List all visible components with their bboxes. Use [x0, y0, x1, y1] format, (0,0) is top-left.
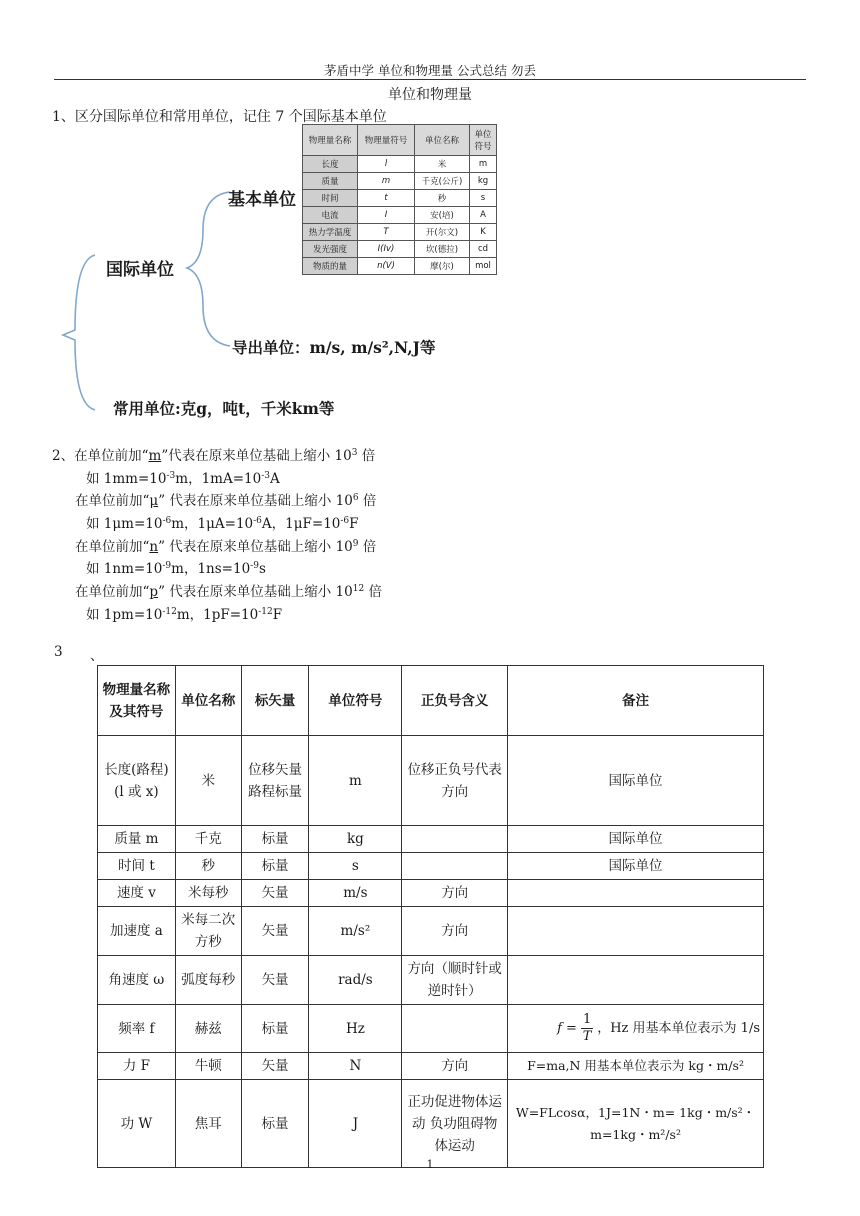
cell-kind: 标量 — [241, 1005, 309, 1053]
header-quantity: 物理量名称及其符号 — [98, 666, 176, 736]
cell-symbol: kg — [309, 826, 402, 853]
mindmap-derived: 导出单位：m/s, m/s²,N,J等 — [232, 338, 436, 357]
cell-sign: 正功促进物体运动 负功阻碍物体运动 — [402, 1080, 508, 1168]
cell-quantity: 质量 m — [98, 826, 176, 853]
base-header-cell: 物理量符号 — [358, 125, 415, 156]
header-scalar-vector: 标矢量 — [241, 666, 309, 736]
prefix-line-micro: 在单位前加“μ” 代表在原来单位基础上缩小 $10^6$ 倍 — [75, 493, 377, 509]
cell-symbol: m/s² — [309, 907, 402, 956]
cell-kind: 标量 — [241, 853, 309, 880]
table-row — [98, 853, 764, 880]
cell-unit-name: 米 — [175, 736, 241, 826]
fraction: $\frac{1}{T}$ — [582, 1012, 592, 1044]
cell-quantity: 频率 f — [98, 1005, 176, 1053]
cell-unit-name: 牛顿 — [175, 1053, 241, 1080]
mindmap-braces — [55, 180, 235, 420]
mindmap-root: 国际单位 — [106, 260, 174, 280]
page-number: 1 — [426, 1158, 434, 1171]
base-table-row: 时间 t 秒 s — [303, 190, 497, 207]
section3-number: 3 — [54, 644, 63, 660]
cell-unit-name: 焦耳 — [175, 1080, 241, 1168]
cell-sign: 方向（顺时针或逆时针） — [402, 956, 508, 1005]
cell-quantity: 加速度 a — [98, 907, 176, 956]
mindmap-basic: 基本单位 — [228, 190, 296, 210]
cell-quantity: 速度 v — [98, 880, 176, 907]
base-table-row: 长度 l 米 m — [303, 156, 497, 173]
cell-symbol: J — [309, 1080, 402, 1168]
cell-note: W=FLcosα，1J=1N・m= 1kg・m/s²・m=1kg・m²/s² — [508, 1080, 764, 1168]
header-remarks: 备注 — [508, 666, 764, 736]
cell-kind: 标量 — [241, 1080, 309, 1168]
cell-quantity: 角速度 ω — [98, 956, 176, 1005]
header-unit-symbol: 单位符号 — [309, 666, 402, 736]
section1-heading: 1、区分国际单位和常用单位，记住 7 个国际基本单位 — [52, 109, 387, 125]
section3-separator: 、 — [90, 648, 104, 664]
cell-unit-name: 米每二次方秒 — [175, 907, 241, 956]
cell-unit-name: 米每秒 — [175, 880, 241, 907]
cell-sign: 方向 — [402, 907, 508, 956]
cell-kind: 标量 — [241, 826, 309, 853]
physical-quantities-table — [97, 665, 764, 1168]
base-table-row: 电流 I 安(培) A — [303, 207, 497, 224]
mindmap-common: 常用单位:克g，吨t，千米km等 — [113, 399, 335, 418]
base-table-header — [303, 125, 497, 156]
cell-unit-name: 弧度每秒 — [175, 956, 241, 1005]
cell-note: 国际单位 — [508, 736, 764, 826]
cell-sign: 方向 — [402, 1053, 508, 1080]
base-table-row: 质量 m 千克(公斤) kg — [303, 173, 497, 190]
cell-symbol: m/s — [309, 880, 402, 907]
base-header-cell: 单位名称 — [415, 125, 470, 156]
cell-note — [508, 907, 764, 956]
cell-sign — [402, 826, 508, 853]
cell-kind: 矢量 — [241, 907, 309, 956]
cell-kind: 矢量 — [241, 880, 309, 907]
cell-quantity: 时间 t — [98, 853, 176, 880]
prefix-line-milli: 2、在单位前加“m”代表在原来单位基础上缩小 $10^3$ 倍 — [52, 448, 376, 464]
page-title: 单位和物理量 — [388, 87, 472, 103]
base-header-cell: 单位符号 — [470, 125, 497, 156]
cell-sign: 位移正负号代表方向 — [402, 736, 508, 826]
cell-symbol: Hz — [309, 1005, 402, 1053]
intl-brace — [187, 192, 230, 346]
cell-symbol: rad/s — [309, 956, 402, 1005]
page-header: 茅盾中学 单位和物理量 公式总结 勿丢 — [324, 63, 536, 78]
prefix-example-micro: 如 $1\mu m=10^{-6}m$，$1\mu A=10^{-6}A$，$1\mu F=10^{-6}F$ — [86, 516, 359, 532]
cell-note: 国际单位 — [508, 826, 764, 853]
prefix-example-nano: 如 $1nm=10^{-9}m$，$1ns=10^{-9}s$ — [86, 561, 266, 577]
prefix-line-pico: 在单位前加“p” 代表在原来单位基础上缩小 $10^{12}$ 倍 — [75, 584, 382, 600]
cell-kind: 矢量 — [241, 956, 309, 1005]
cell-note: F=ma,N 用基本单位表示为 kg・m/s² — [508, 1053, 764, 1080]
cell-unit-name: 秒 — [175, 853, 241, 880]
cell-sign — [402, 853, 508, 880]
root-brace — [63, 255, 95, 410]
prefix-example-pico: 如 $1pm=10^{-12}m$，$1pF=10^{-12}F$ — [86, 607, 283, 623]
cell-sign: 方向 — [402, 880, 508, 907]
prefix-line-nano: 在单位前加“n” 代表在原来单位基础上缩小 $10^9$ 倍 — [75, 539, 377, 555]
table-row — [98, 1053, 764, 1080]
base-table-row: 热力学温度 T 开(尔文) K — [303, 224, 497, 241]
base-table-row: 物质的量 n(V) 摩(尔) mol — [303, 258, 497, 275]
header-rule — [54, 79, 806, 80]
cell-symbol: s — [309, 853, 402, 880]
table-row — [98, 907, 764, 956]
cell-symbol: N — [309, 1053, 402, 1080]
cell-note-formula: f = $\frac{1}{T}$ ，Hz 用基本单位表示为 1/s — [508, 1005, 764, 1053]
table-row — [98, 956, 764, 1005]
base-header-cell: 物理量名称 — [303, 125, 358, 156]
base-table-row: 发光强度 I(Iv) 坎(德拉) cd — [303, 241, 497, 258]
cell-kind: 矢量 — [241, 1053, 309, 1080]
cell-quantity: 长度(路程)(l 或 x) — [98, 736, 176, 826]
table-row — [98, 1005, 764, 1053]
cell-quantity: 功 W — [98, 1080, 176, 1168]
cell-note — [508, 956, 764, 1005]
cell-note — [508, 880, 764, 907]
cell-symbol: m — [309, 736, 402, 826]
cell-kind: 位移矢量 路程标量 — [241, 736, 309, 826]
cell-quantity: 力 F — [98, 1053, 176, 1080]
table-row — [98, 736, 764, 826]
table-row — [98, 826, 764, 853]
cell-unit-name: 赫兹 — [175, 1005, 241, 1053]
table-header-row — [98, 666, 764, 736]
base-units-table — [302, 124, 497, 275]
header-sign-meaning: 正负号含义 — [402, 666, 508, 736]
table-row — [98, 880, 764, 907]
header-unit-name: 单位名称 — [175, 666, 241, 736]
cell-note: 国际单位 — [508, 853, 764, 880]
prefix-example-milli: 如 $1mm=10^{-3}m$，$1mA=10^{-3}A$ — [86, 471, 280, 487]
table-row — [98, 1080, 764, 1168]
cell-sign — [402, 1005, 508, 1053]
cell-unit-name: 千克 — [175, 826, 241, 853]
